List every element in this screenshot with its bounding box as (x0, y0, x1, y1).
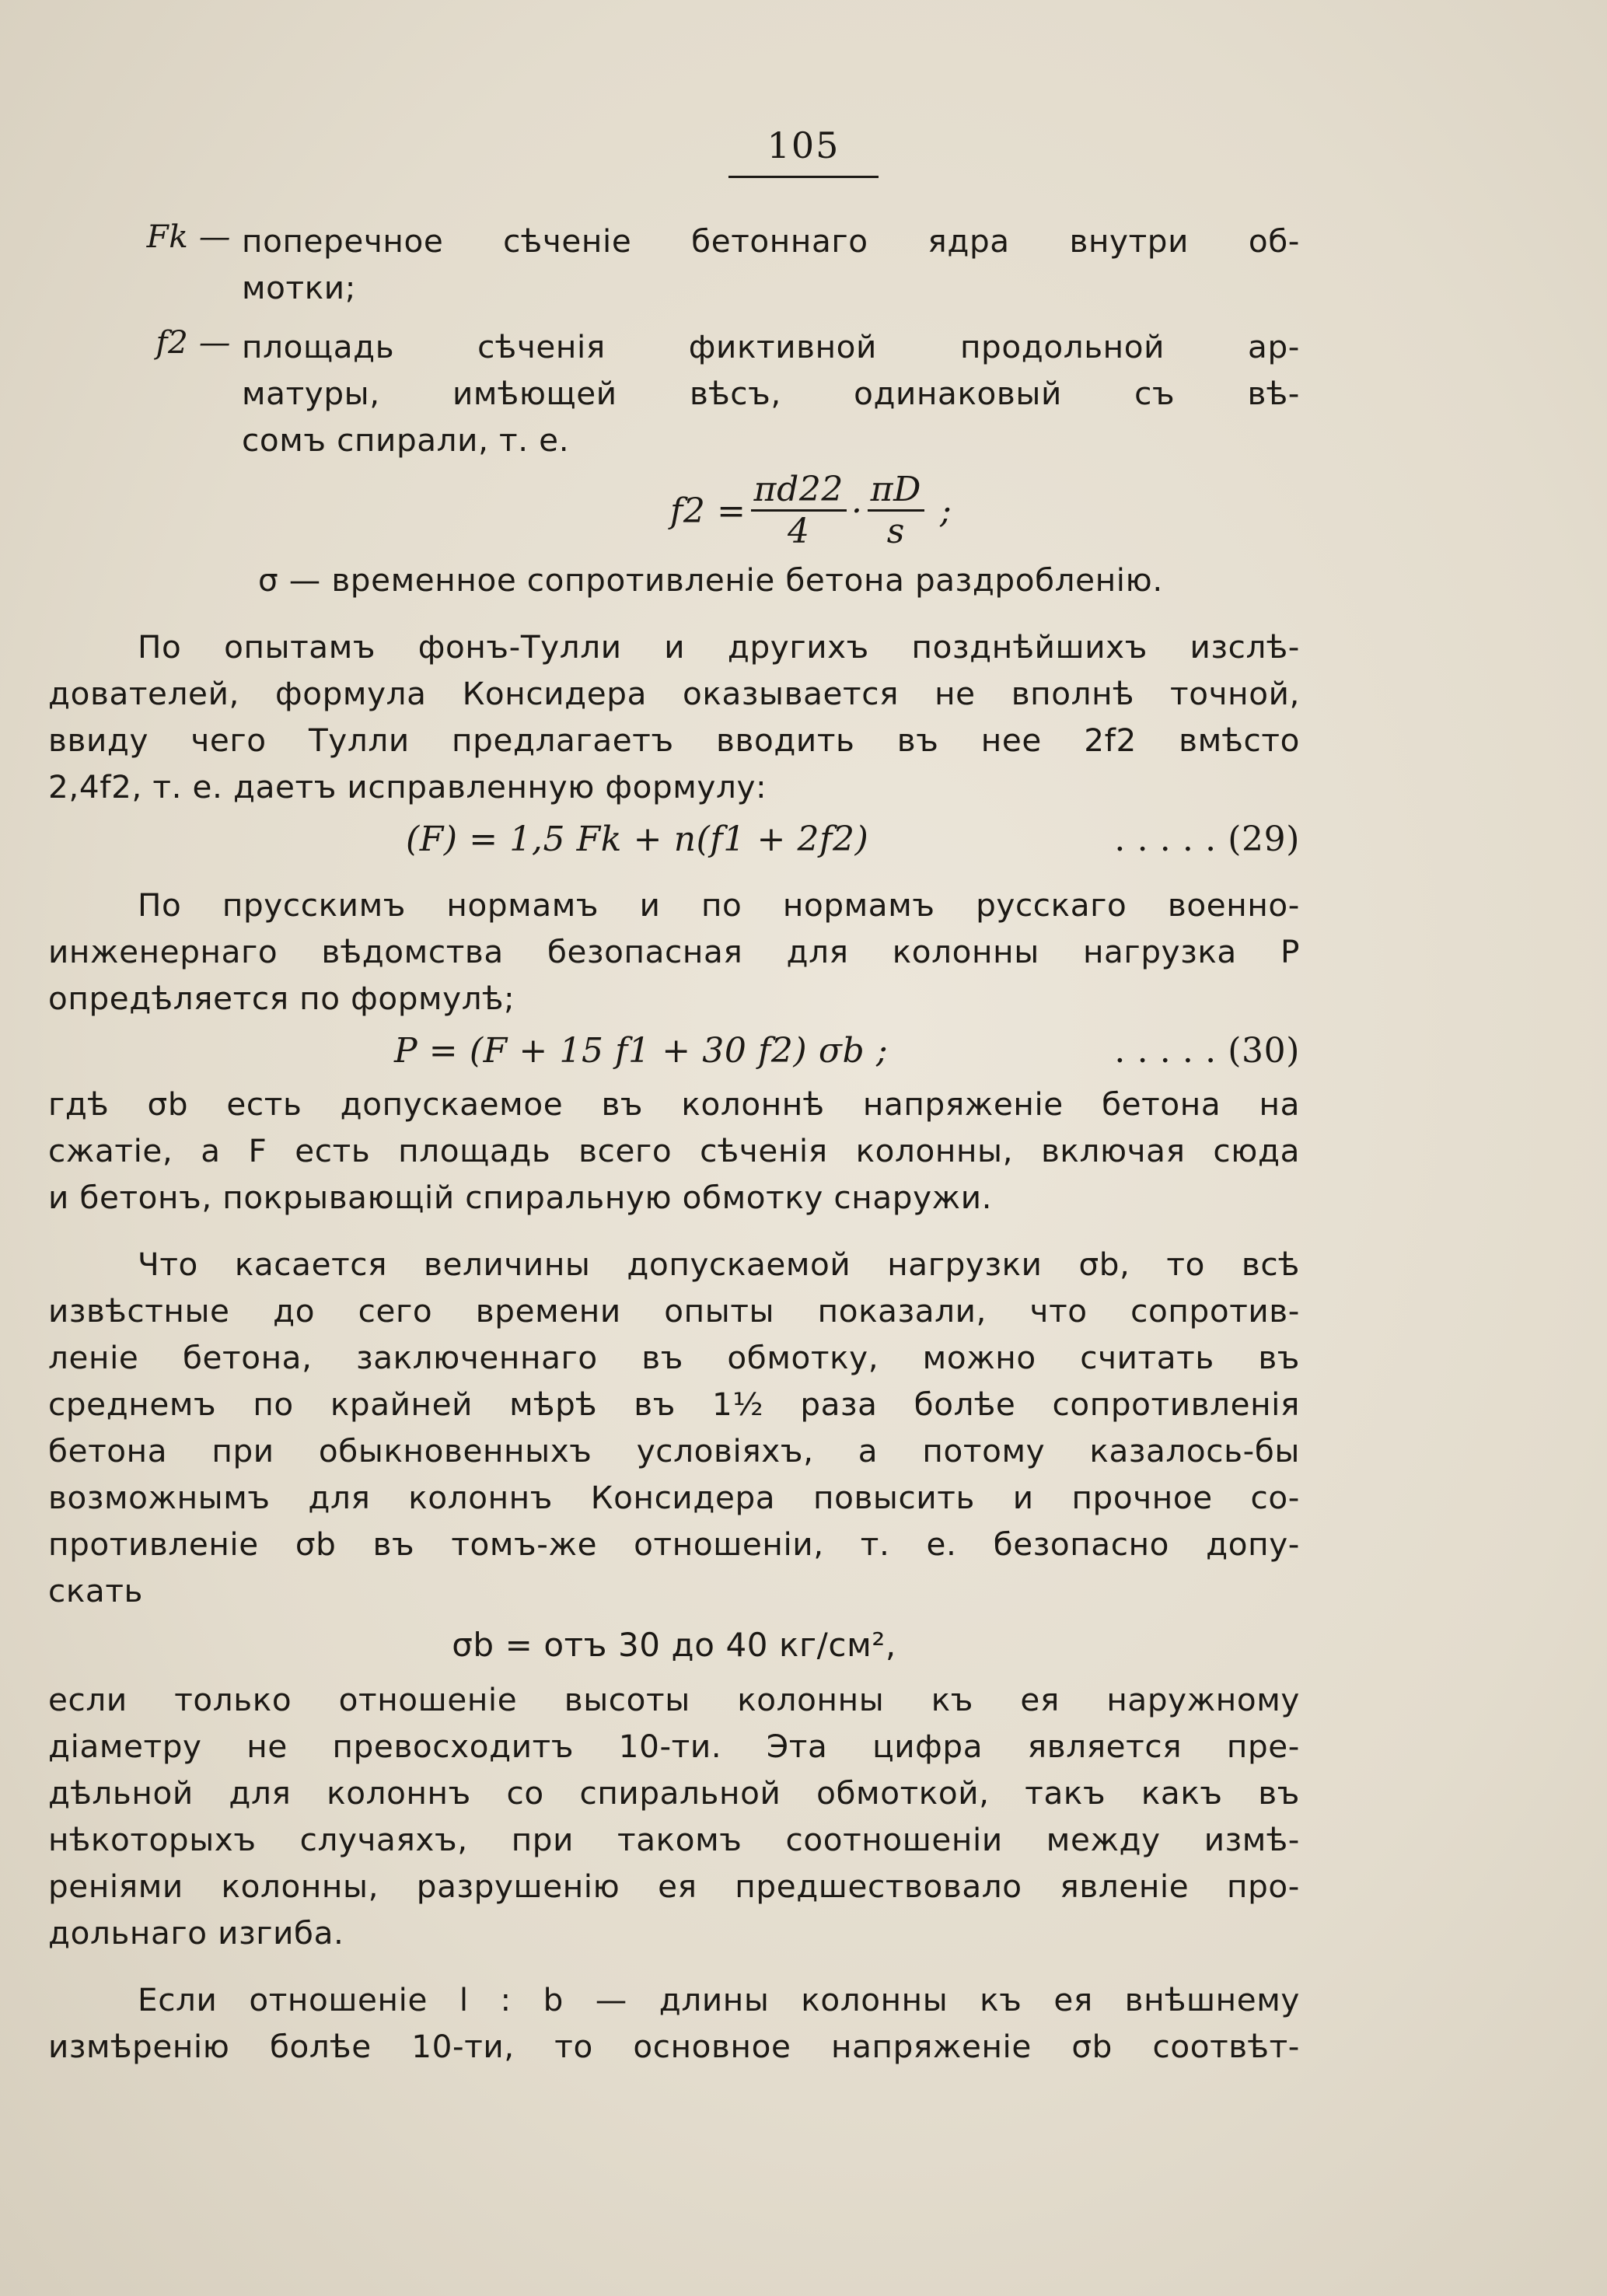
body-text (48, 218, 1300, 2070)
definition-f2 (48, 323, 1300, 463)
text-line: бетона при обыкновенныхъ условіяхъ, а потому казалось-бы (48, 1432, 1300, 1470)
fraction (751, 470, 847, 552)
page-number: 105 (728, 124, 879, 178)
paragraph (48, 1676, 1300, 1956)
text-line: если только отношеніе высоты колонны къ ея наружному (48, 1681, 1300, 1718)
fraction-numerator: πd22 (751, 470, 847, 512)
text-line: среднемъ по крайней мѣрѣ въ 1½ раза болѣе сопротивленія (48, 1386, 1300, 1423)
text-line: инженернаго вѣдомства безопасная для колонны нагрузка P (48, 933, 1300, 970)
text-line: леніе бетона, заключеннаго въ обмотку, можно считать въ (48, 1339, 1300, 1376)
definition-term: f2 — (155, 323, 231, 361)
text-line: Если отношеніе l : b — длины колонны къ ея внѣшнему (138, 1981, 1300, 2018)
text-line: измѣренію болѣе 10-ти, то основное напряженіе σb соотвѣт- (48, 2028, 1300, 2065)
text-line: поперечное сѣченіе бетоннаго ядра внутри об- (242, 222, 1300, 260)
formula-end: ; (940, 491, 952, 531)
equation-sigma-b: σb = отъ 30 до 40 кг/см², (452, 1626, 896, 1664)
text-line: ввиду чего Тулли предлагаетъ вводить въ нее 2f2 вмѣсто (48, 722, 1300, 759)
text-line: сжатіе, а F есть площадь всего сѣченія колонны, включая сюда (48, 1132, 1300, 1169)
text-line: дѣльной для колоннъ со спиральной обмоткой, такъ какъ въ (48, 1774, 1300, 1812)
text-line: скать (48, 1572, 144, 1609)
fraction-denominator: 4 (787, 511, 810, 551)
equation-number: (30) (1228, 1031, 1300, 1071)
text-line: Что касается величины допускаемой нагрузки σb, то всѣ (138, 1246, 1300, 1283)
equation-number: (29) (1228, 820, 1300, 859)
definition-fk (48, 218, 1300, 311)
text-line: діаметру не превосходитъ 10-ти. Эта цифра является пре- (48, 1728, 1300, 1765)
fraction (868, 470, 924, 552)
formula-lhs: f2 = (670, 491, 746, 531)
multiply-dot: · (851, 491, 863, 531)
text-line: По прусскимъ нормамъ и по нормамъ русскаго военно- (138, 886, 1300, 924)
text-line: реніями колонны, разрушенію ея предшествовало явленіе про- (48, 1868, 1300, 1905)
definition-term: Fk — (146, 218, 231, 255)
equation-29 (48, 810, 1300, 869)
text-line: и бетонъ, покрывающій спиральную обмотку снаружи. (48, 1179, 993, 1216)
equation-dots: . . . . . (1114, 820, 1217, 859)
fraction-numerator: πD (868, 470, 924, 512)
text-line: дователей, формула Консидера оказывается не вполнѣ точной, (48, 675, 1300, 712)
text-line: опредѣляется по формулѣ; (48, 980, 515, 1017)
text-line: мотки; (242, 269, 356, 306)
text-line: возможнымъ для колоннъ Консидера повысить и прочное со- (48, 1479, 1300, 1516)
page-header (0, 124, 1607, 178)
fraction-denominator: s (886, 511, 905, 551)
text-line: гдѣ σb есть допускаемое въ колоннѣ напряженіе бетона на (48, 1085, 1300, 1123)
equation-30 (48, 1022, 1300, 1081)
paragraph (48, 882, 1300, 1022)
equation-dots: . . . . . (1114, 1031, 1217, 1071)
paragraph (48, 624, 1300, 810)
paragraph (48, 1241, 1300, 1614)
equation-formula: P = (F + 15 f1 + 30 f2) σb ; (394, 1031, 889, 1071)
sigma-definition: σ — временное сопротивленіе бетона раздробленію. (258, 561, 1163, 599)
formula-f2 (48, 463, 1300, 557)
paragraph (48, 1976, 1300, 2070)
text-line: 2,4f2, т. е. даетъ исправленную формулу: (48, 768, 767, 806)
text-line: площадь сѣченія фиктивной продольной ар- (242, 328, 1300, 365)
text-line: противленіе σb въ томъ-же отношеніи, т. е. безопасно допу- (48, 1525, 1300, 1563)
text-line: нѣкоторыхъ случаяхъ, при такомъ соотношеніи между измѣ- (48, 1821, 1300, 1858)
text-line: дольнаго изгиба. (48, 1914, 344, 1952)
text-line: По опытамъ фонъ-Тулли и другихъ позднѣйшихъ изслѣ- (138, 628, 1300, 666)
text-line: извѣстные до сего времени опыты показали, что сопротив- (48, 1292, 1300, 1330)
text-line: сомъ спирали, т. е. (242, 421, 570, 459)
paragraph (48, 1081, 1300, 1221)
text-line: матуры, имѣющей вѣсъ, одинаковый съ вѣ- (242, 375, 1300, 412)
equation-formula: (F) = 1,5 Fk + n(f1 + 2f2) (406, 820, 869, 859)
